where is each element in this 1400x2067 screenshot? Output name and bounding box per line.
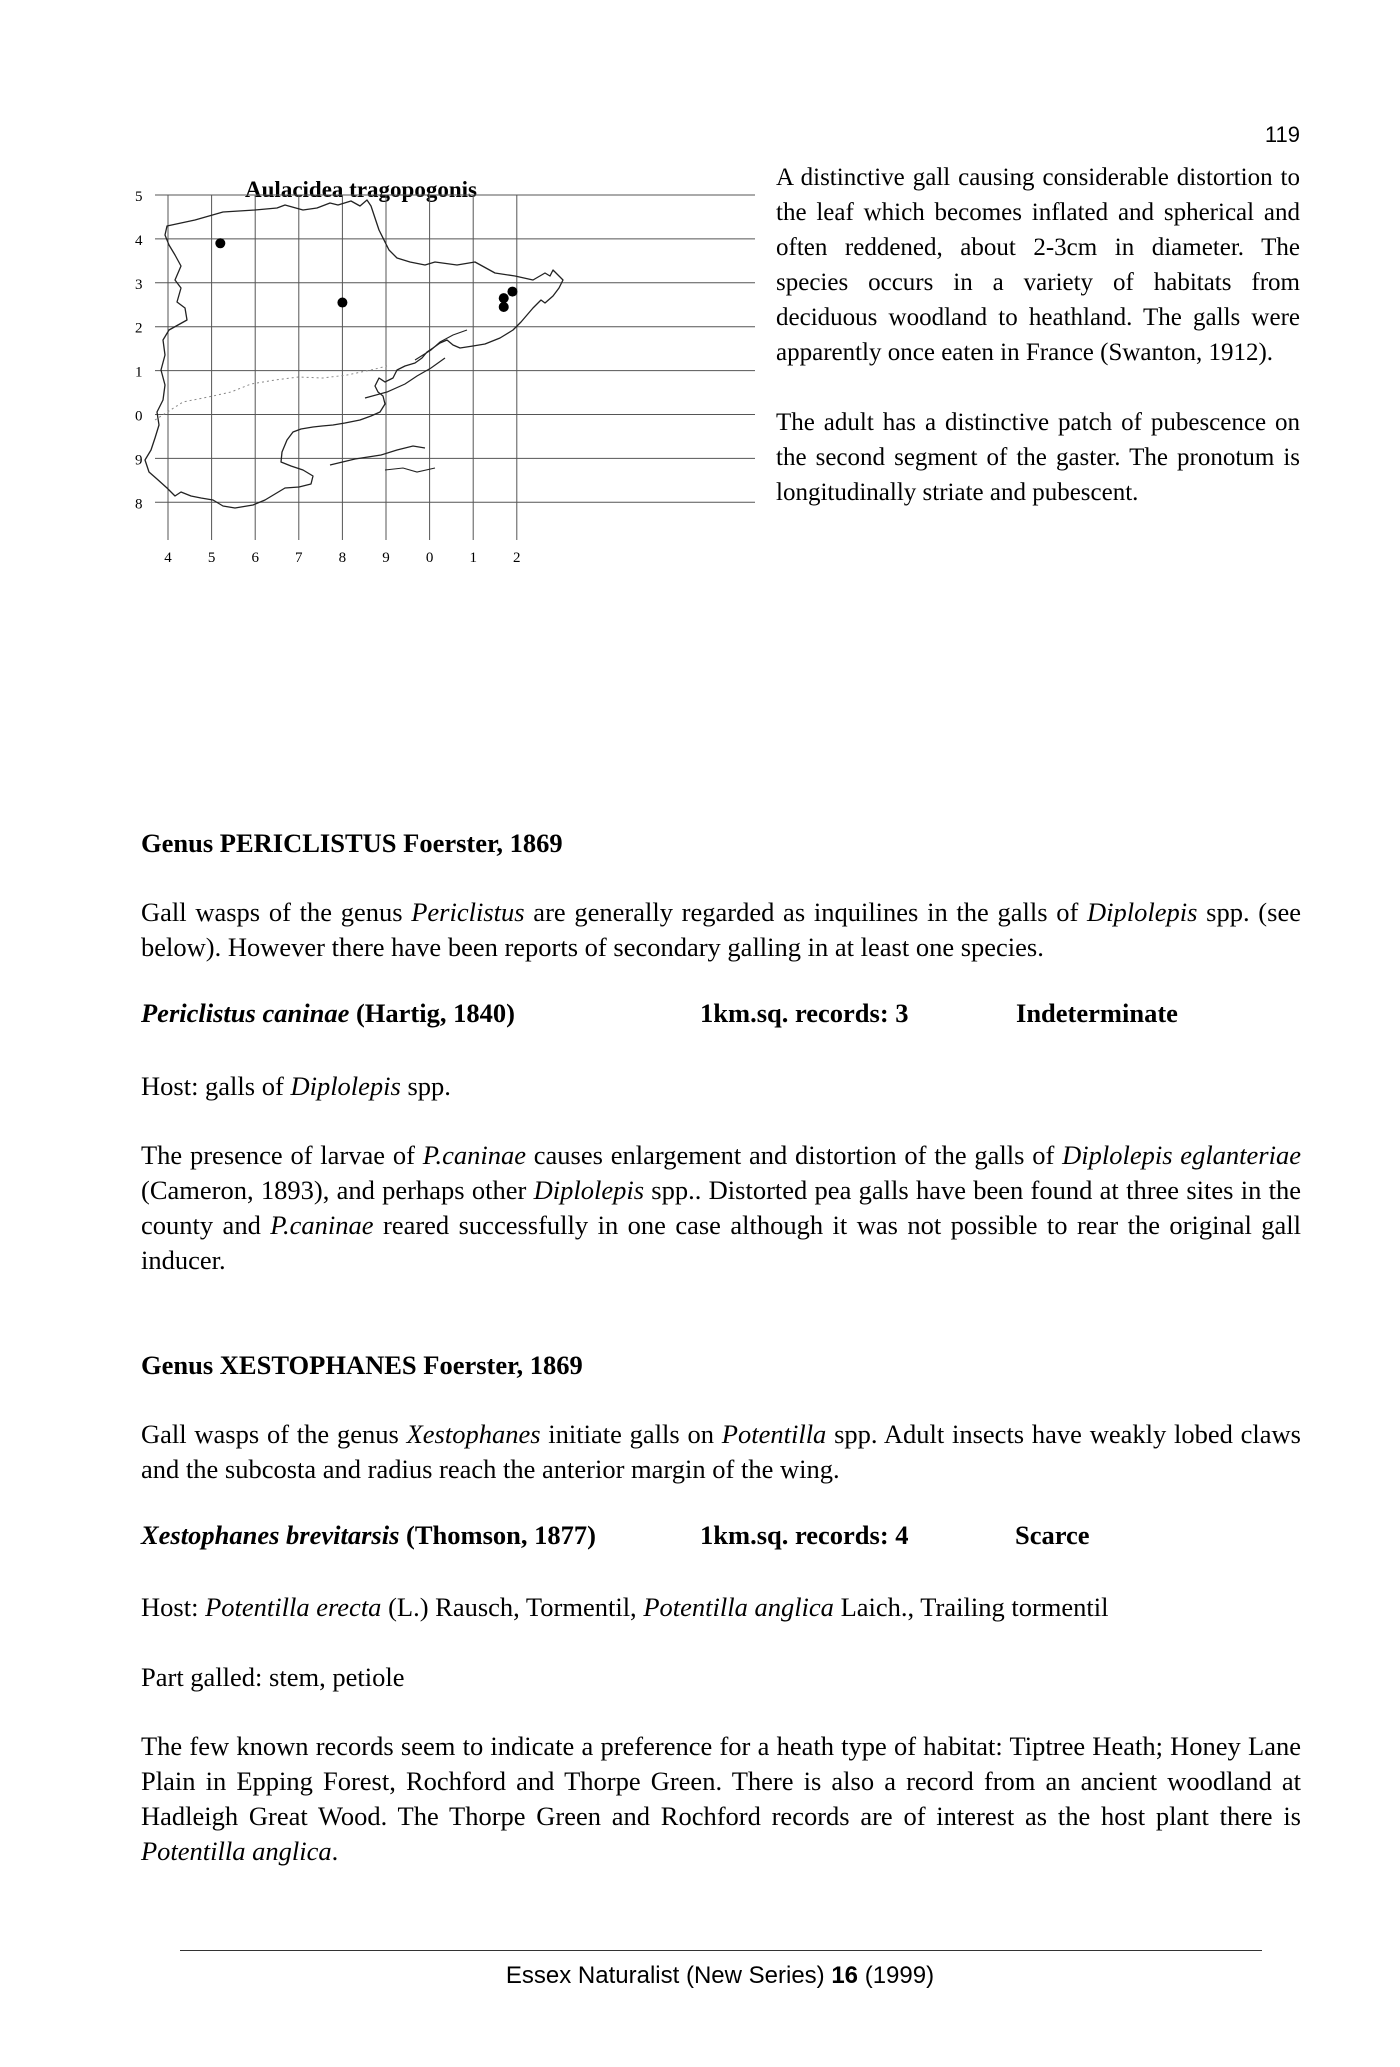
species-row (141, 1520, 1301, 1556)
y-tick-label: 0 (135, 408, 143, 425)
y-tick-label: 2 (135, 320, 143, 337)
page-number: 119 (1264, 122, 1300, 147)
record-dot (499, 293, 509, 303)
species-author: (Thomson, 1877) (399, 1520, 596, 1550)
county-boundary-dotted (155, 366, 387, 420)
county-outline (145, 200, 563, 508)
record-dot (337, 298, 347, 308)
x-tick-label: 9 (382, 550, 390, 566)
part-galled: Part galled: stem, petiole (141, 1662, 405, 1692)
x-tick-label: 4 (164, 550, 172, 566)
y-tick-label: 3 (135, 276, 143, 293)
x-tick-label: 5 (207, 550, 216, 566)
x-tick-label: 8 (338, 550, 347, 566)
y-tick-label: 4 (135, 232, 143, 249)
record-dot (507, 287, 517, 297)
species-row (141, 998, 1301, 1034)
species-notes: The presence of larvae of P.caninae causes enlargement and distortion of the galls of Diplolepis eglanteriae (Cameron, 1893), and perhaps other Diplolepis spp.. Distorted pea galls have been found at three sites in the county and P.caninae reared successfully in one case although it was not possible to rear the original gall inducer. (141, 1140, 1302, 1275)
distribution-map (135, 170, 760, 760)
x-tick-label: 2 (513, 550, 521, 566)
journal-footer: Essex Naturalist (New Series) 16 (1999) (505, 1962, 935, 1989)
genus-intro: Gall wasps of the genus Periclistus are generally regarded as inquilines in the galls of Diplolepis spp. (see below). However there have been reports of secondary galling in at least one species. (141, 897, 1301, 962)
estuary-blackwater (365, 358, 445, 398)
species-status: Indeterminate (1016, 998, 1178, 1028)
record-dot (215, 238, 225, 248)
record-dot (499, 302, 509, 312)
species-name: Xestophanes brevitarsis (141, 1520, 400, 1550)
x-tick-label: 0 (425, 550, 434, 566)
x-tick-label: 1 (469, 550, 477, 566)
map-grid (155, 195, 755, 540)
species-records: 1km.sq. records: 4 (700, 1520, 909, 1550)
genus-heading: Genus XESTOPHANES Foerster, 1869 (141, 1350, 583, 1380)
genus-intro: Gall wasps of the genus Xestophanes initiate galls on Potentilla spp. Adult insects have weakly lobed claws and the subcosta and radius reach the anterior margin of the wing. (141, 1419, 1301, 1484)
y-tick-label: 5 (135, 189, 143, 205)
host-line: Host: galls of Diplolepis spp. (141, 1071, 451, 1101)
species-records: 1km.sq. records: 3 (700, 998, 909, 1028)
estuary-roach (385, 468, 435, 472)
species-name: Periclistus caninae (141, 998, 350, 1028)
species-description (776, 160, 1300, 510)
description-paragraph: A distinctive gall causing considerable distortion to the leaf which becomes inflated and spherical and often reddened, about 2-3cm in diameter. The species occurs in a variety of habitats from deciduous woodland to heathland. The galls were apparently once eaten in France (Swanton, 1912). (776, 164, 1300, 366)
estuary-crouch (330, 446, 425, 465)
genus-heading: Genus PERICLISTUS Foerster, 1869 (141, 828, 563, 858)
description-paragraph: The adult has a distinctive patch of pubescence on the second segment of the gaster. The pronotum is longitudinally striate and pubescent. (776, 409, 1300, 506)
footer-rule (180, 1950, 1262, 1951)
x-tick-label: 7 (295, 550, 303, 566)
species-status: Scarce (1015, 1520, 1090, 1550)
estuary-colne (415, 330, 467, 360)
species-author: (Hartig, 1840) (349, 998, 515, 1028)
y-tick-label: 9 (135, 452, 143, 469)
y-tick-label: 1 (135, 364, 143, 381)
species-notes: The few known records seem to indicate a preference for a heath type of habitat: Tiptree Heath; Honey Lane Plain in Epping Forest, Rochford and Thorpe Green. There is also a record from an ancient woodland at Hadleigh Great Wood. The Thorpe Green and Rochford records are of interest as the host plant there is Potentilla anglica. (141, 1731, 1301, 1866)
map-title: Aulacidea tragopogonis (245, 177, 477, 202)
x-tick-label: 6 (251, 550, 259, 566)
host-line: Host: Potentilla erecta (L.) Rausch, Tormentil, Potentilla anglica Laich., Trailing tormentil (141, 1592, 1109, 1622)
y-tick-label: 8 (135, 496, 143, 513)
